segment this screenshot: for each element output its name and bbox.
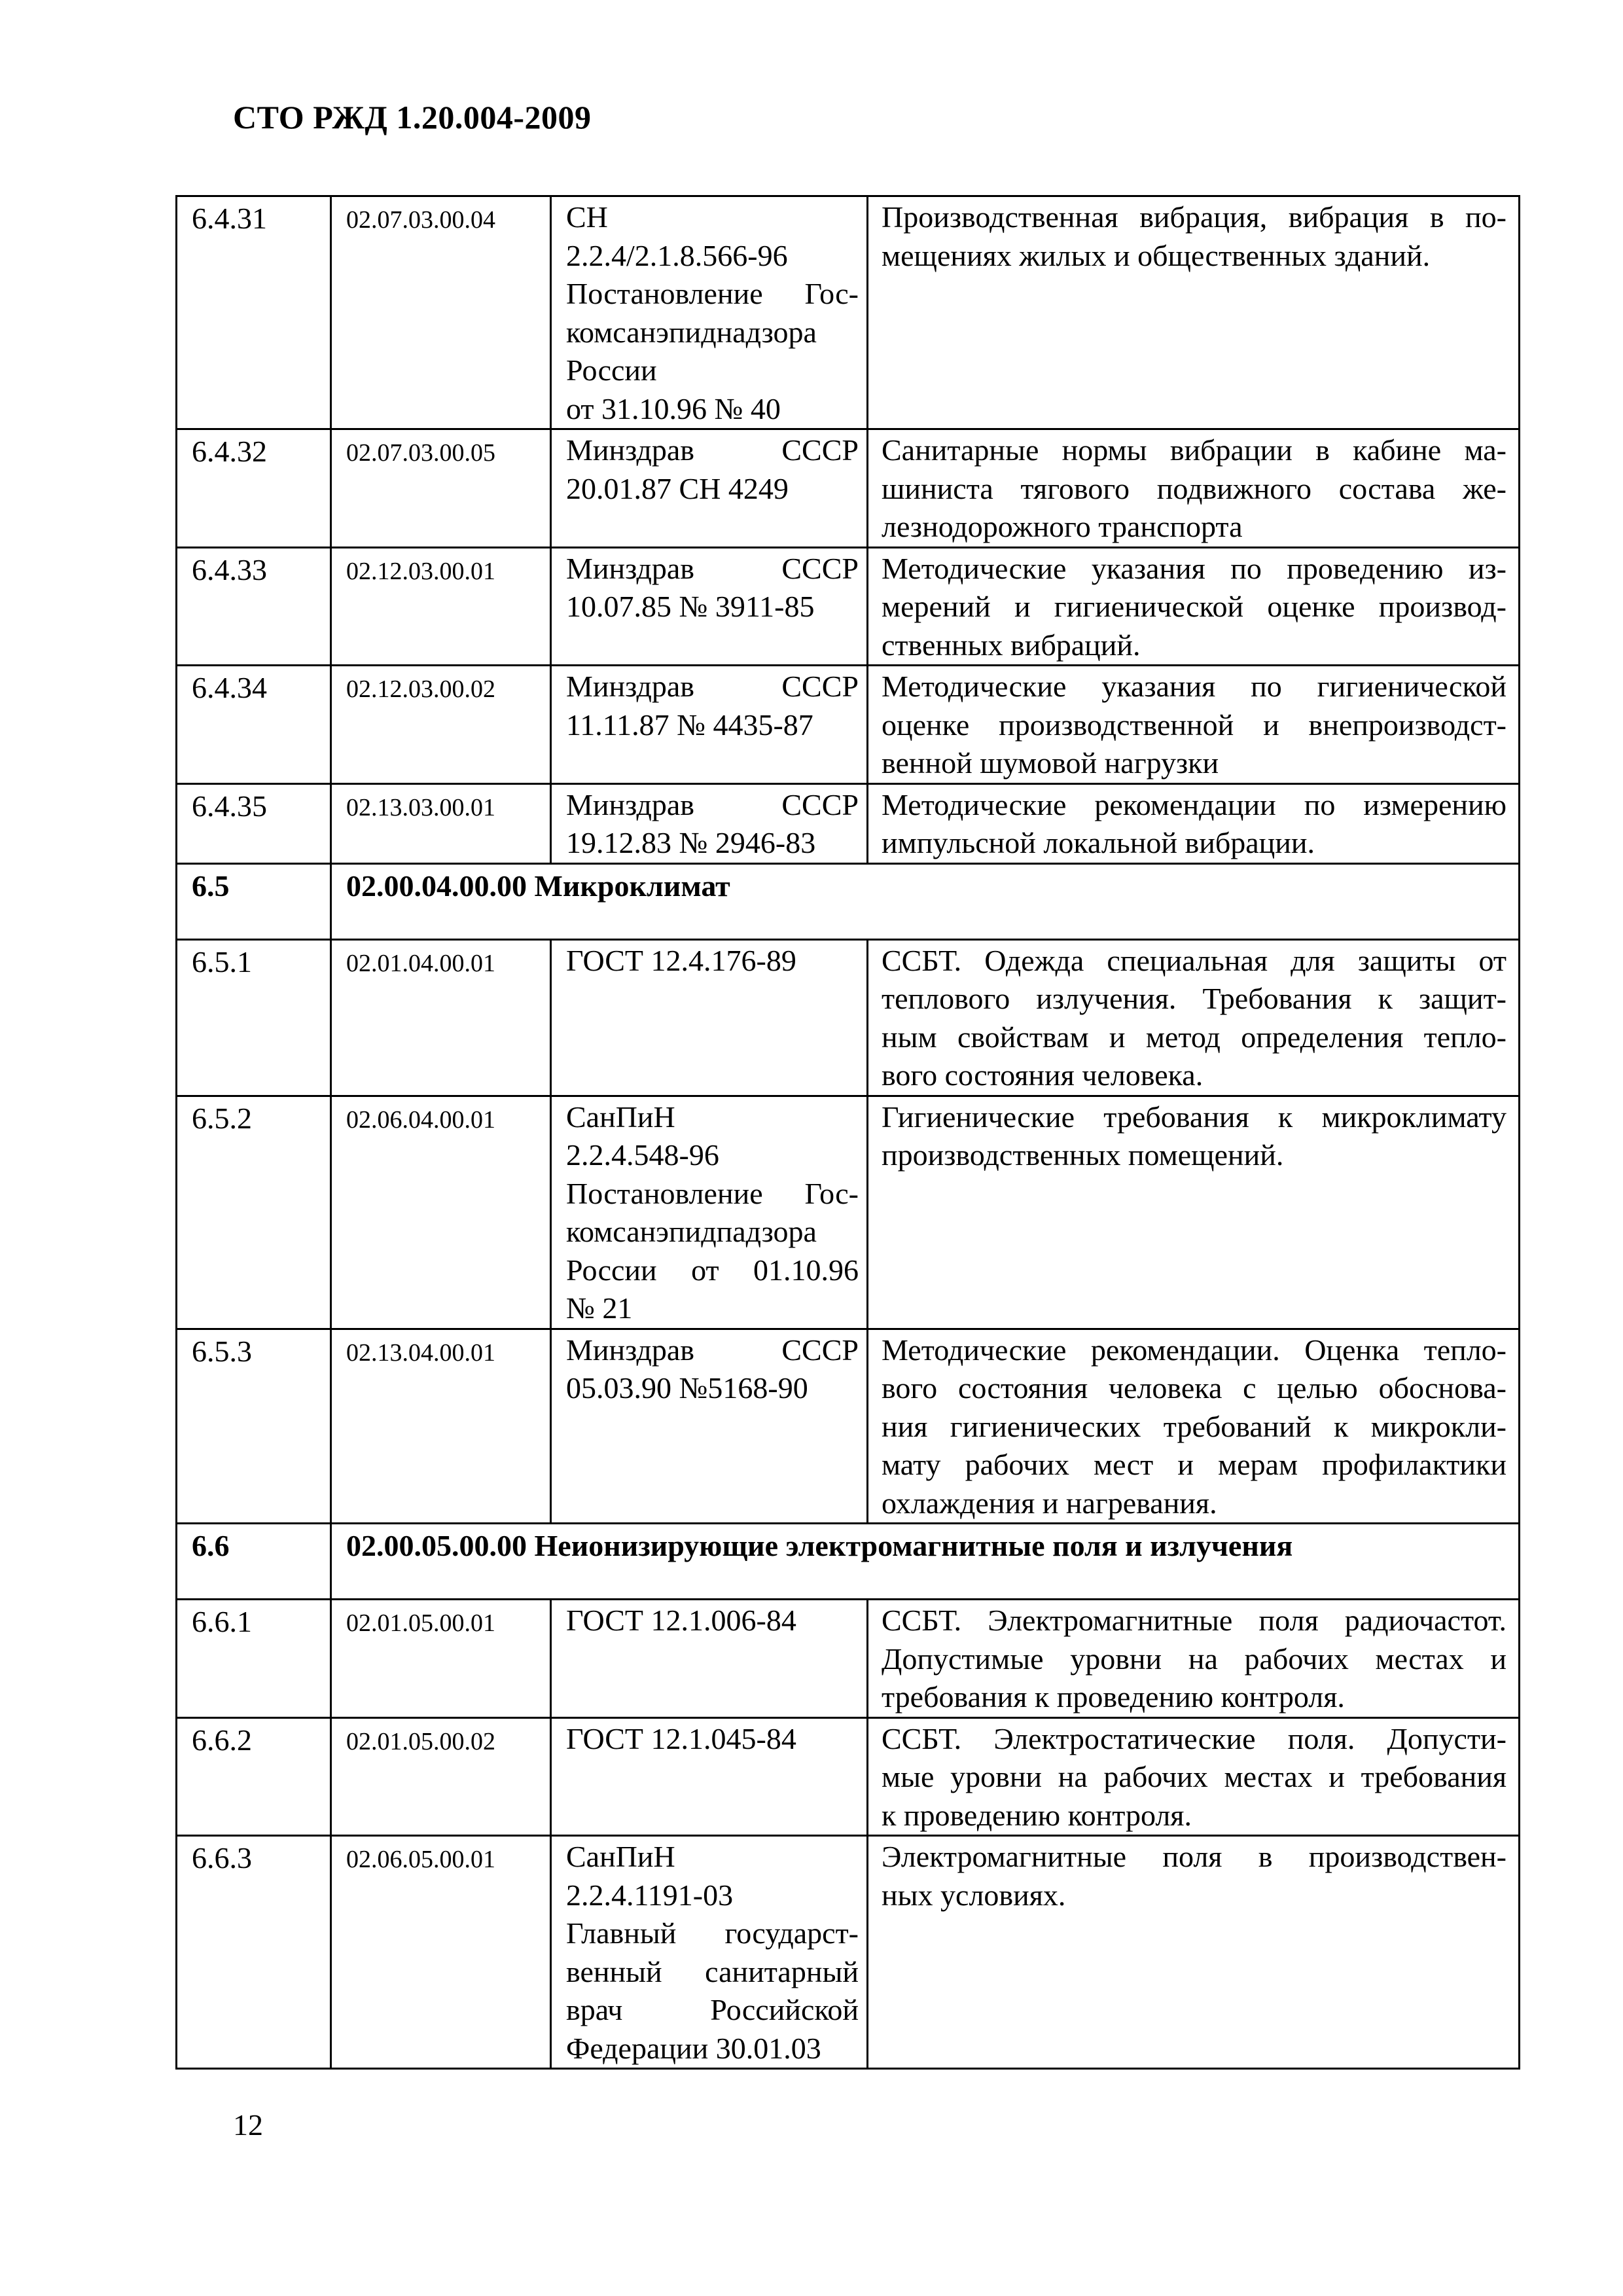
doc-line: СН (566, 200, 608, 234)
doc-line: России (566, 353, 657, 387)
document-header: СТО РЖД 1.20.004-2009 (233, 99, 592, 135)
item-number: 6.4.33 (192, 552, 267, 586)
desc-line: оценке производственной и внепроизводст- (882, 708, 1507, 742)
item-description (868, 1719, 1518, 1835)
item-document (552, 1097, 866, 1328)
desc-line: ССБТ. Электромагнитные поля радиочастот. (882, 1604, 1507, 1637)
item-code: 02.12.03.00.01 (346, 557, 495, 585)
item-description (868, 941, 1518, 1095)
item-document (552, 1330, 866, 1408)
doc-line: ГОСТ 12.1.045-84 (566, 1721, 796, 1755)
item-document (552, 1719, 866, 1759)
doc-line: 10.07.85 № 3911-85 (566, 590, 815, 623)
item-number: 6.4.31 (192, 202, 267, 235)
doc-line: ГОСТ 12.1.006-84 (566, 1604, 796, 1637)
item-code: 02.12.03.00.02 (346, 675, 495, 703)
section-title: 02.00.05.00.00 Неионизирующие электромагнитные поля и излучения (346, 1529, 1293, 1562)
desc-line: ным свойствам и метод определения тепло- (882, 1020, 1507, 1054)
section-row (177, 863, 1520, 939)
item-document (552, 785, 866, 863)
item-document (552, 548, 866, 626)
doc-line: комсанэпиднадзора (566, 315, 817, 349)
item-number: 6.5.3 (192, 1334, 252, 1368)
item-description (868, 548, 1518, 665)
item-description (868, 1330, 1518, 1523)
item-number: 6.5.1 (192, 944, 252, 978)
item-code: 02.07.03.00.05 (346, 439, 495, 467)
item-number: 6.4.32 (192, 435, 267, 468)
table-row (177, 1717, 1520, 1836)
table-row (177, 547, 1520, 666)
desc-line: вого состояния человека. (882, 1058, 1204, 1092)
desc-line: мату рабочих мест и мерам профилактики (882, 1448, 1507, 1481)
doc-line: Минздрав СССР (566, 670, 859, 703)
desc-line: Производственная вибрация, вибрация в по- (882, 200, 1507, 234)
item-description (868, 1600, 1518, 1717)
doc-line: Минздрав СССР (566, 551, 859, 585)
section-number: 6.5 (192, 869, 230, 903)
item-code: 02.06.05.00.01 (346, 1846, 495, 1873)
item-description (868, 666, 1518, 783)
table-row (177, 1836, 1520, 2069)
item-number: 6.6.2 (192, 1723, 252, 1757)
item-code: 02.01.04.00.01 (346, 949, 495, 977)
doc-line: Федерации 30.01.03 (566, 2031, 821, 2065)
table-row (177, 1096, 1520, 1329)
doc-line: СанПиН (566, 1840, 675, 1873)
desc-line: Допустимые уровни на рабочих местах и (882, 1641, 1507, 1676)
desc-line: мерений и гигиенической оценке производ- (882, 590, 1507, 623)
desc-line: ния гигиенических требований к микрокли- (882, 1409, 1507, 1443)
doc-line: комсанэпидпадзора (566, 1215, 817, 1248)
item-code: 02.07.03.00.04 (346, 206, 495, 234)
item-document (552, 197, 866, 428)
desc-line: мещениях жилых и общественных зданий. (882, 238, 1431, 272)
page-number: 12 (233, 2108, 263, 2142)
desc-line: ССБТ. Электростатические поля. Допусти- (882, 1721, 1507, 1755)
desc-line: импульсной локальной вибрации. (882, 826, 1315, 859)
desc-line: охлаждения и нагревания. (882, 1486, 1217, 1520)
desc-line: мые уровни на рабочих местах и требования (882, 1760, 1507, 1793)
doc-line: Постановление Гос- (566, 1176, 859, 1210)
desc-line: ных условиях. (882, 1878, 1066, 1912)
desc-line: производственных помещений. (882, 1138, 1284, 1172)
doc-line: СанПиН (566, 1100, 675, 1134)
item-description (868, 430, 1518, 547)
item-number: 6.5.2 (192, 1101, 252, 1135)
item-document (552, 430, 866, 508)
item-number: 6.6.3 (192, 1841, 252, 1874)
desc-line: венной шумовой нагрузки (882, 746, 1219, 780)
table-row (177, 939, 1520, 1096)
item-number: 6.6.1 (192, 1605, 252, 1638)
item-document (552, 1600, 866, 1640)
table-row (177, 429, 1520, 548)
doc-line: Постановление Гос- (566, 277, 859, 310)
item-code: 02.13.04.00.01 (346, 1338, 495, 1367)
item-document (552, 941, 866, 980)
standards-table (175, 195, 1520, 2070)
item-code: 02.06.04.00.01 (346, 1105, 495, 1134)
section-title: 02.00.04.00.00 Микроклимат (346, 869, 730, 903)
doc-line: врач Российской (566, 1993, 859, 2026)
desc-line: Методические указания по проведению из- (882, 551, 1507, 585)
desc-line: Санитарные нормы вибрации в кабине ма- (882, 433, 1507, 467)
doc-line: № 21 (566, 1291, 633, 1325)
doc-line: 2.2.4.1191-03 (566, 1878, 734, 1912)
desc-line: Методические рекомендации по измерению (882, 787, 1507, 821)
desc-line: лезнодорожного транспорта (882, 510, 1243, 543)
item-code: 02.01.05.00.01 (346, 1609, 495, 1637)
item-number: 6.4.34 (192, 671, 267, 704)
desc-line: ственных вибраций. (882, 628, 1141, 662)
doc-line: 20.01.87 СН 4249 (566, 471, 789, 505)
doc-line: России от 01.10.96 (566, 1253, 859, 1287)
desc-line: Методические рекомендации. Оценка тепло- (882, 1333, 1507, 1367)
doc-line: 19.12.83 № 2946-83 (566, 826, 816, 859)
desc-line: требования к проведению контроля. (882, 1680, 1345, 1713)
item-description (868, 785, 1518, 863)
desc-line: Электромагнитные поля в производствен- (882, 1840, 1507, 1873)
doc-line: от 31.10.96 № 40 (566, 391, 781, 425)
desc-line: к проведению контроля. (882, 1798, 1192, 1832)
doc-line: 2.2.4/2.1.8.566-96 (566, 238, 788, 272)
doc-line: Главный государст- (566, 1916, 859, 1950)
table-row (177, 196, 1520, 429)
doc-line: ГОСТ 12.4.176-89 (566, 943, 796, 977)
table-row (177, 783, 1520, 863)
item-description (868, 1097, 1518, 1175)
section-row (177, 1524, 1520, 1600)
desc-line: Методические указания по гигиенической (882, 670, 1507, 703)
section-number: 6.6 (192, 1529, 230, 1562)
doc-line: 2.2.4.548-96 (566, 1138, 719, 1172)
desc-line: ССБТ. Одежда специальная для защиты от (882, 943, 1507, 977)
doc-line: Минздрав СССР (566, 787, 859, 821)
doc-line: Минздрав СССР (566, 1333, 859, 1367)
item-description (868, 197, 1518, 275)
item-description (868, 1837, 1518, 1914)
desc-line: вого состояния человека с целью обоснова- (882, 1371, 1507, 1405)
doc-line: 11.11.87 № 4435-87 (566, 708, 813, 742)
item-document (552, 666, 866, 744)
table-row (177, 1600, 1520, 1718)
desc-line: Гигиенические требования к микроклимату (882, 1100, 1507, 1134)
desc-line: шиниста тягового подвижного состава же- (882, 471, 1507, 505)
doc-line: Минздрав СССР (566, 433, 859, 467)
item-number: 6.4.35 (192, 789, 267, 823)
item-document (552, 1837, 866, 2068)
doc-line: венный санитарный (566, 1954, 859, 1988)
desc-line: теплового излучения. Требования к защит- (882, 982, 1507, 1015)
doc-line: 05.03.90 №5168-90 (566, 1371, 808, 1405)
item-code: 02.13.03.00.01 (346, 793, 495, 821)
table-row (177, 666, 1520, 784)
item-code: 02.01.05.00.02 (346, 1727, 495, 1755)
table-row (177, 1329, 1520, 1524)
